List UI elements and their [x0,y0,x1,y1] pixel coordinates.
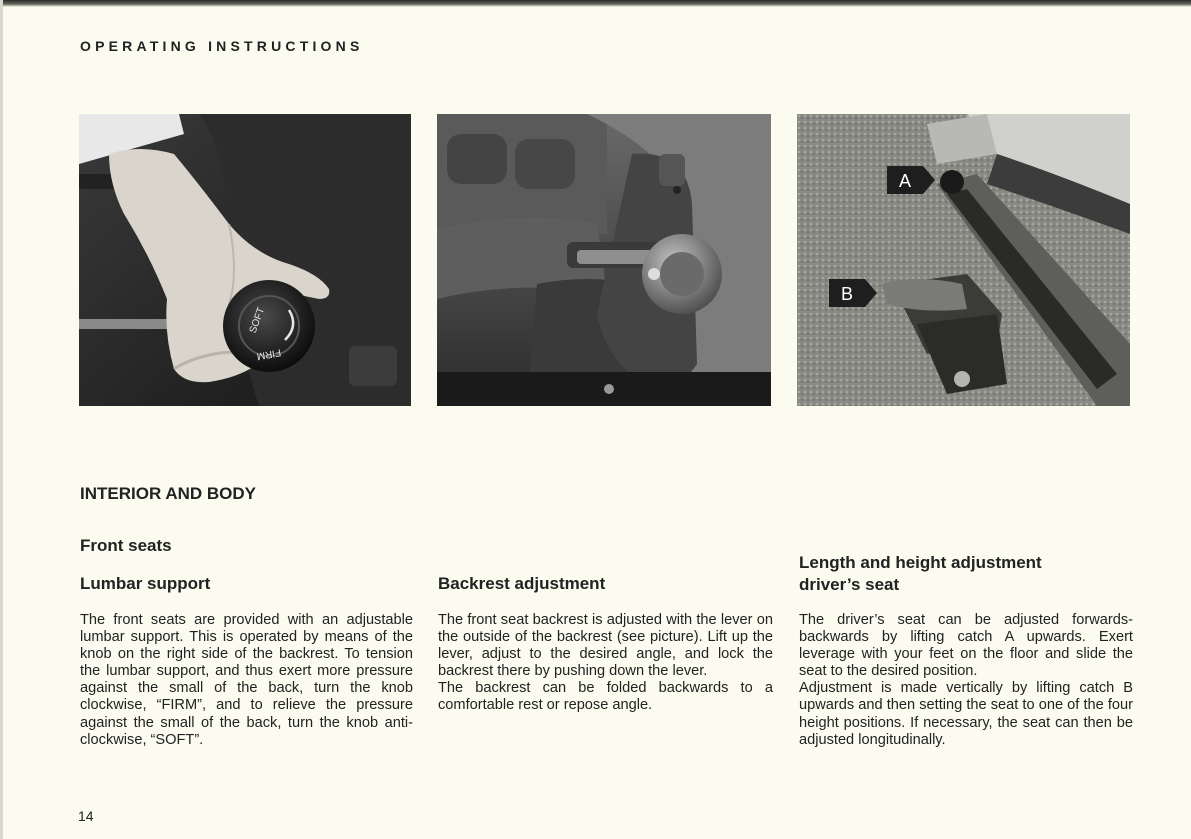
subsection-title: Front seats [80,536,172,555]
length-height-text [799,612,1133,749]
knob-firm-label: FIRM [255,346,282,362]
paragraph: The backrest can be folded backwards to a comfortable rest or repose angle. [438,680,773,714]
catch-b-label: B [840,284,854,304]
section-title: INTERIOR AND BODY [80,484,256,503]
lumbar-support-heading: Lumbar support [80,574,211,593]
backrest-adjustment-heading: Backrest adjustment [438,574,606,593]
backrest-adjustment-text [438,612,773,715]
backrest-lever-photo [437,114,771,406]
heading-line: driver’s seat [799,575,900,594]
left-edge-shadow [0,0,3,839]
paragraph: The front seat backrest is adjusted with the lever on the outside of the backrest (see picture). Lift up the lever, adjust to the desired angle, and lock the backrest there by pushing down the lever. [438,612,773,680]
page-header: OPERATING INSTRUCTIONS [80,38,364,54]
top-edge-shadow [0,0,1191,7]
lumbar-support-text [80,612,413,749]
heading-line: Length and height adjustment [799,553,1042,572]
seat-catches-photo [797,114,1130,406]
length-height-heading [799,552,1042,596]
catch-a-label: A [898,171,912,191]
page-number: 14 [78,808,94,824]
paragraph: The front seats are provided with an adjustable lumbar support. This is operated by means of the knob on the right side of the backrest. To tension the lumbar support, and thus exert more pressure against the small of the back, turn the knob clockwise, “FIRM”, and to relieve the pressure against the small of the back, turn the knob anti-clockwise, “SOFT”. [80,612,413,748]
paragraph: Adjustment is made vertically by lifting catch B upwards and then setting the seat to one of the four height positions. If necessary, the seat can then be adjusted longitudinally. [799,680,1133,748]
paragraph: The driver’s seat can be adjusted forwards-backwards by lifting catch A upwards. Exert leverage with your feet on the floor and slide the seat to the desired position. [799,612,1133,680]
lumbar-knob-photo [79,114,411,406]
knob-soft-label: SOFT [247,306,268,335]
